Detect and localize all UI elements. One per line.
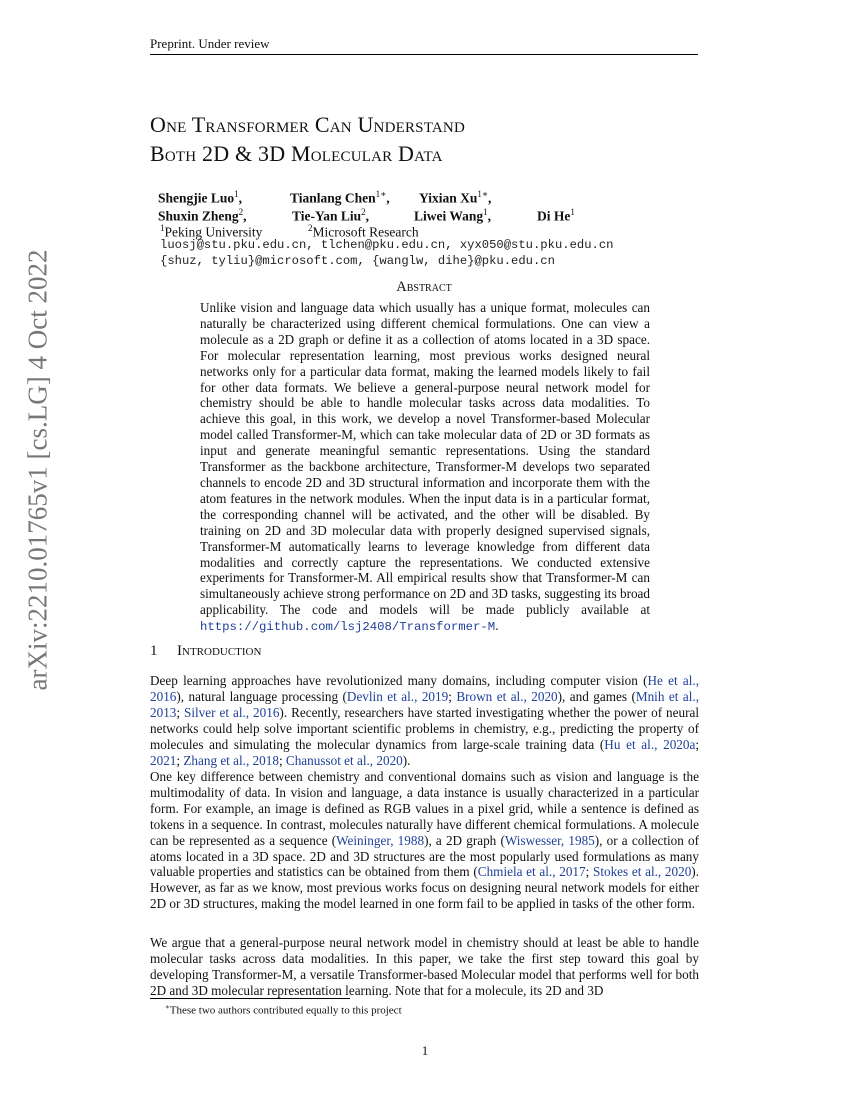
citation-link[interactable]: Weininger, 1988 [336, 832, 425, 848]
citation-link[interactable]: Silver et al., 2016 [184, 704, 280, 720]
arxiv-stamp-text: arXiv:2210.01765v1 [cs.LG] 4 Oct 2022 [22, 249, 53, 691]
running-header: Preprint. Under review [150, 36, 270, 51]
intro-paragraph-1 [150, 673, 699, 768]
author: Shuxin Zheng$^2$, [158, 207, 247, 224]
paragraph-text: ; [585, 864, 593, 880]
header-rule [150, 54, 698, 55]
citation-link[interactable]: Chanussot et al., 2020 [285, 752, 403, 768]
code-link[interactable]: https://github.com/lsj2408/Transformer-M [200, 620, 496, 635]
abstract-body: Unlike vision and language data which usually has a unique format, molecules can naturally be characterized using different chemical formulations. One can view a molecule as a 2D graph or define it as a collection of atoms located in a 3D space. For molecular representation learning, most previous works designed neural networks only for a particular data format, making the learned models likely to fail for other data formats. We believe a general-purpose neural network model for chemistry should be able to handle molecular tasks across data modalities. To achieve this goal, in this work, we develop a novel Transformer-based Molecular model called Transformer-M, which can take molecular data of 2D or 3D formats as input and generate meaningful semantic representations. Using the standard Transformer as the backbone architecture, Transformer-M develops two separated channels to encode 2D and 3D structural information and incorporate them with the atom features in the network modules. When the input data is in a particular format, the corresponding channel will be activated, and the other will be disabled. By training on 2D and 3D molecular data with properly designed supervised signals, Transformer-M automatically learns to leverage knowledge from different data modalities and correctly capture the representations. We conducted extensive experiments for Transformer-M. All empirical results show that Transformer-M can simultaneously achieve strong performance on 2D and 3D tasks, suggesting its broad applicability. The code and models will be made publicly available at https://github.com/lsj2408/Transformer-M. [200, 300, 650, 635]
footnote-rule [150, 998, 350, 999]
affiliation: $^2$Microsoft Research [308, 223, 419, 240]
author: Yixian $Xu^{1∗}$, [419, 189, 492, 206]
paragraph-text: We argue that a general-purpose neural network model in chemistry should at least be able to handle molecular tasks across data modalities. In this paper, we take the first step toward this goal by developing Transformer-M, a versatile Transformer-based Molecular model that performs well for both 2D and 3D molecular representation learning. Note that for a molecule, its 2D and 3D [150, 935, 699, 998]
citation-link[interactable]: 2021 [150, 752, 177, 768]
section-heading [150, 643, 261, 660]
citation-link[interactable]: Mnih et al., 2013 [150, 688, 699, 720]
email-line: {shuz, tyliu}@microsoft.com, {wanglw, dihe}@pku.edu.cn [160, 254, 555, 268]
citation-link[interactable]: Zhang et al., 2018 [183, 752, 279, 768]
page-number: 1 [421, 1043, 429, 1058]
paragraph-text: ), natural language processing ( [176, 688, 347, 704]
abstract-text: Unlike vision and language data which usually has a unique format, molecules can naturally be characterized using different chemical formulations. One can view a molecule as a 2D graph or define it as a collection of atoms located in a 3D space. For molecular representation learning, most previous works designed neural networks only for a particular data format, making the learned models likely to fail for other data formats. We believe a general-purpose neural network model for chemistry should be able to handle molecular tasks across data modalities. To achieve this goal, in this work, we develop a novel Transformer-based Molecular model called Transformer-M, which can take molecular data of 2D or 3D formats as input and generate meaningful semantic representations. Using the standard Transformer as the backbone architecture, Transformer-M develops two separated channels to encode 2D and 3D structural information and incorporate them with the atom features in the network modules. When the input data is in a particular format, the corresponding channel will be activated, and the other will be disabled. By training on 2D and 3D molecular data with properly designed supervised signals, Transformer-M automatically learns to leverage knowledge from different data modalities and correctly capture the representations. We conducted extensive experiments for Transformer-M. All empirical results show that Transformer-M can simultaneously achieve strong performance on 2D and 3D tasks, suggesting its broad applicability. The code and models will be made publicly available at [200, 300, 650, 618]
paragraph-text: ), or a collection of atoms located in a 3D space. 2D and 3D structures are the most popularly used formulations as many valuable properties and statistics can be obtained from them ( [150, 832, 699, 880]
title-line-1: One Transformer Can Understand [150, 112, 465, 137]
paragraph-text: ), and games ( [557, 688, 636, 704]
affiliation: $^1$Peking University [160, 223, 263, 240]
citation-link[interactable]: Wiswesser, 1985 [504, 832, 595, 848]
citation-link[interactable]: Hu et al., 2020a [604, 736, 696, 752]
paragraph-text: ). Recently, researchers have started investigating whether the power of neural networks could help solve important scientific problems in chemistry, e.g., predicting the property of molecules and simulating the molecular dynamics from large-scale training data ( [150, 704, 699, 752]
paper-title [150, 110, 465, 168]
paragraph-text: ). However, as far as we know, most previous works focus on designing neural network models for either 2D or 3D structures, making the model learned in one form fail to be applied in tasks of the other form. [150, 864, 699, 912]
email-line: luosj@stu.pku.edu.cn, tlchen@pku.edu.cn, xyx050@stu.pku.edu.cn [160, 238, 614, 252]
author: Liwei Wang$^1$, [414, 207, 492, 224]
intro-paragraph-2 [150, 769, 699, 912]
author: Di He$^1$ [537, 207, 575, 224]
author: Tie-Yan Liu$^2$, [292, 207, 370, 224]
citation-link[interactable]: He et al., 2016 [150, 673, 699, 704]
paragraph-text: ; [176, 704, 185, 720]
paragraph-text: ), a 2D graph ( [424, 832, 505, 848]
paragraph-text: ). [402, 752, 411, 768]
paragraph-text: ; [278, 752, 286, 768]
paragraph-text: Deep learning approaches have revolutionized many domains, including computer vision ( [150, 673, 648, 688]
abstract-heading: Abstract [396, 279, 452, 295]
paragraph-text: ; [448, 688, 457, 704]
citation-link[interactable]: Devlin et al., 2019 [346, 688, 449, 704]
author: Tianlang Chen$^{1∗}$, [290, 189, 390, 206]
title-line-2: Both 2D & 3D Molecular Data [150, 141, 443, 166]
citation-link[interactable]: Chmiela et al., 2017 [477, 864, 586, 880]
intro-paragraph-3 [150, 935, 699, 999]
citation-link[interactable]: Brown et al., 2020 [456, 688, 558, 704]
paragraph-text: One key difference between chemistry and conventional domains such as vision and language is the multimodality of data. In vision and language, a data instance is usually characterized in a particular form. For example, an image is defined as RGB values in a pixel grid, while a sentence is defined as tokens in a sequence. In contrast, molecules naturally have different chemical formulations. A molecule can be represented as a sequence ( [150, 769, 699, 848]
author: Shengjie Luo$^1$, [158, 189, 243, 206]
citation-link[interactable]: Stokes et al., 2020 [592, 864, 692, 880]
footnote: ∗These two authors contributed equally to this project [165, 1003, 402, 1017]
arxiv-stamp [8, 249, 68, 691]
section-title: Introduction [177, 643, 262, 659]
paragraph-text: ; [176, 752, 184, 768]
paragraph-text: ; [695, 736, 699, 752]
section-number: 1 [150, 643, 158, 659]
